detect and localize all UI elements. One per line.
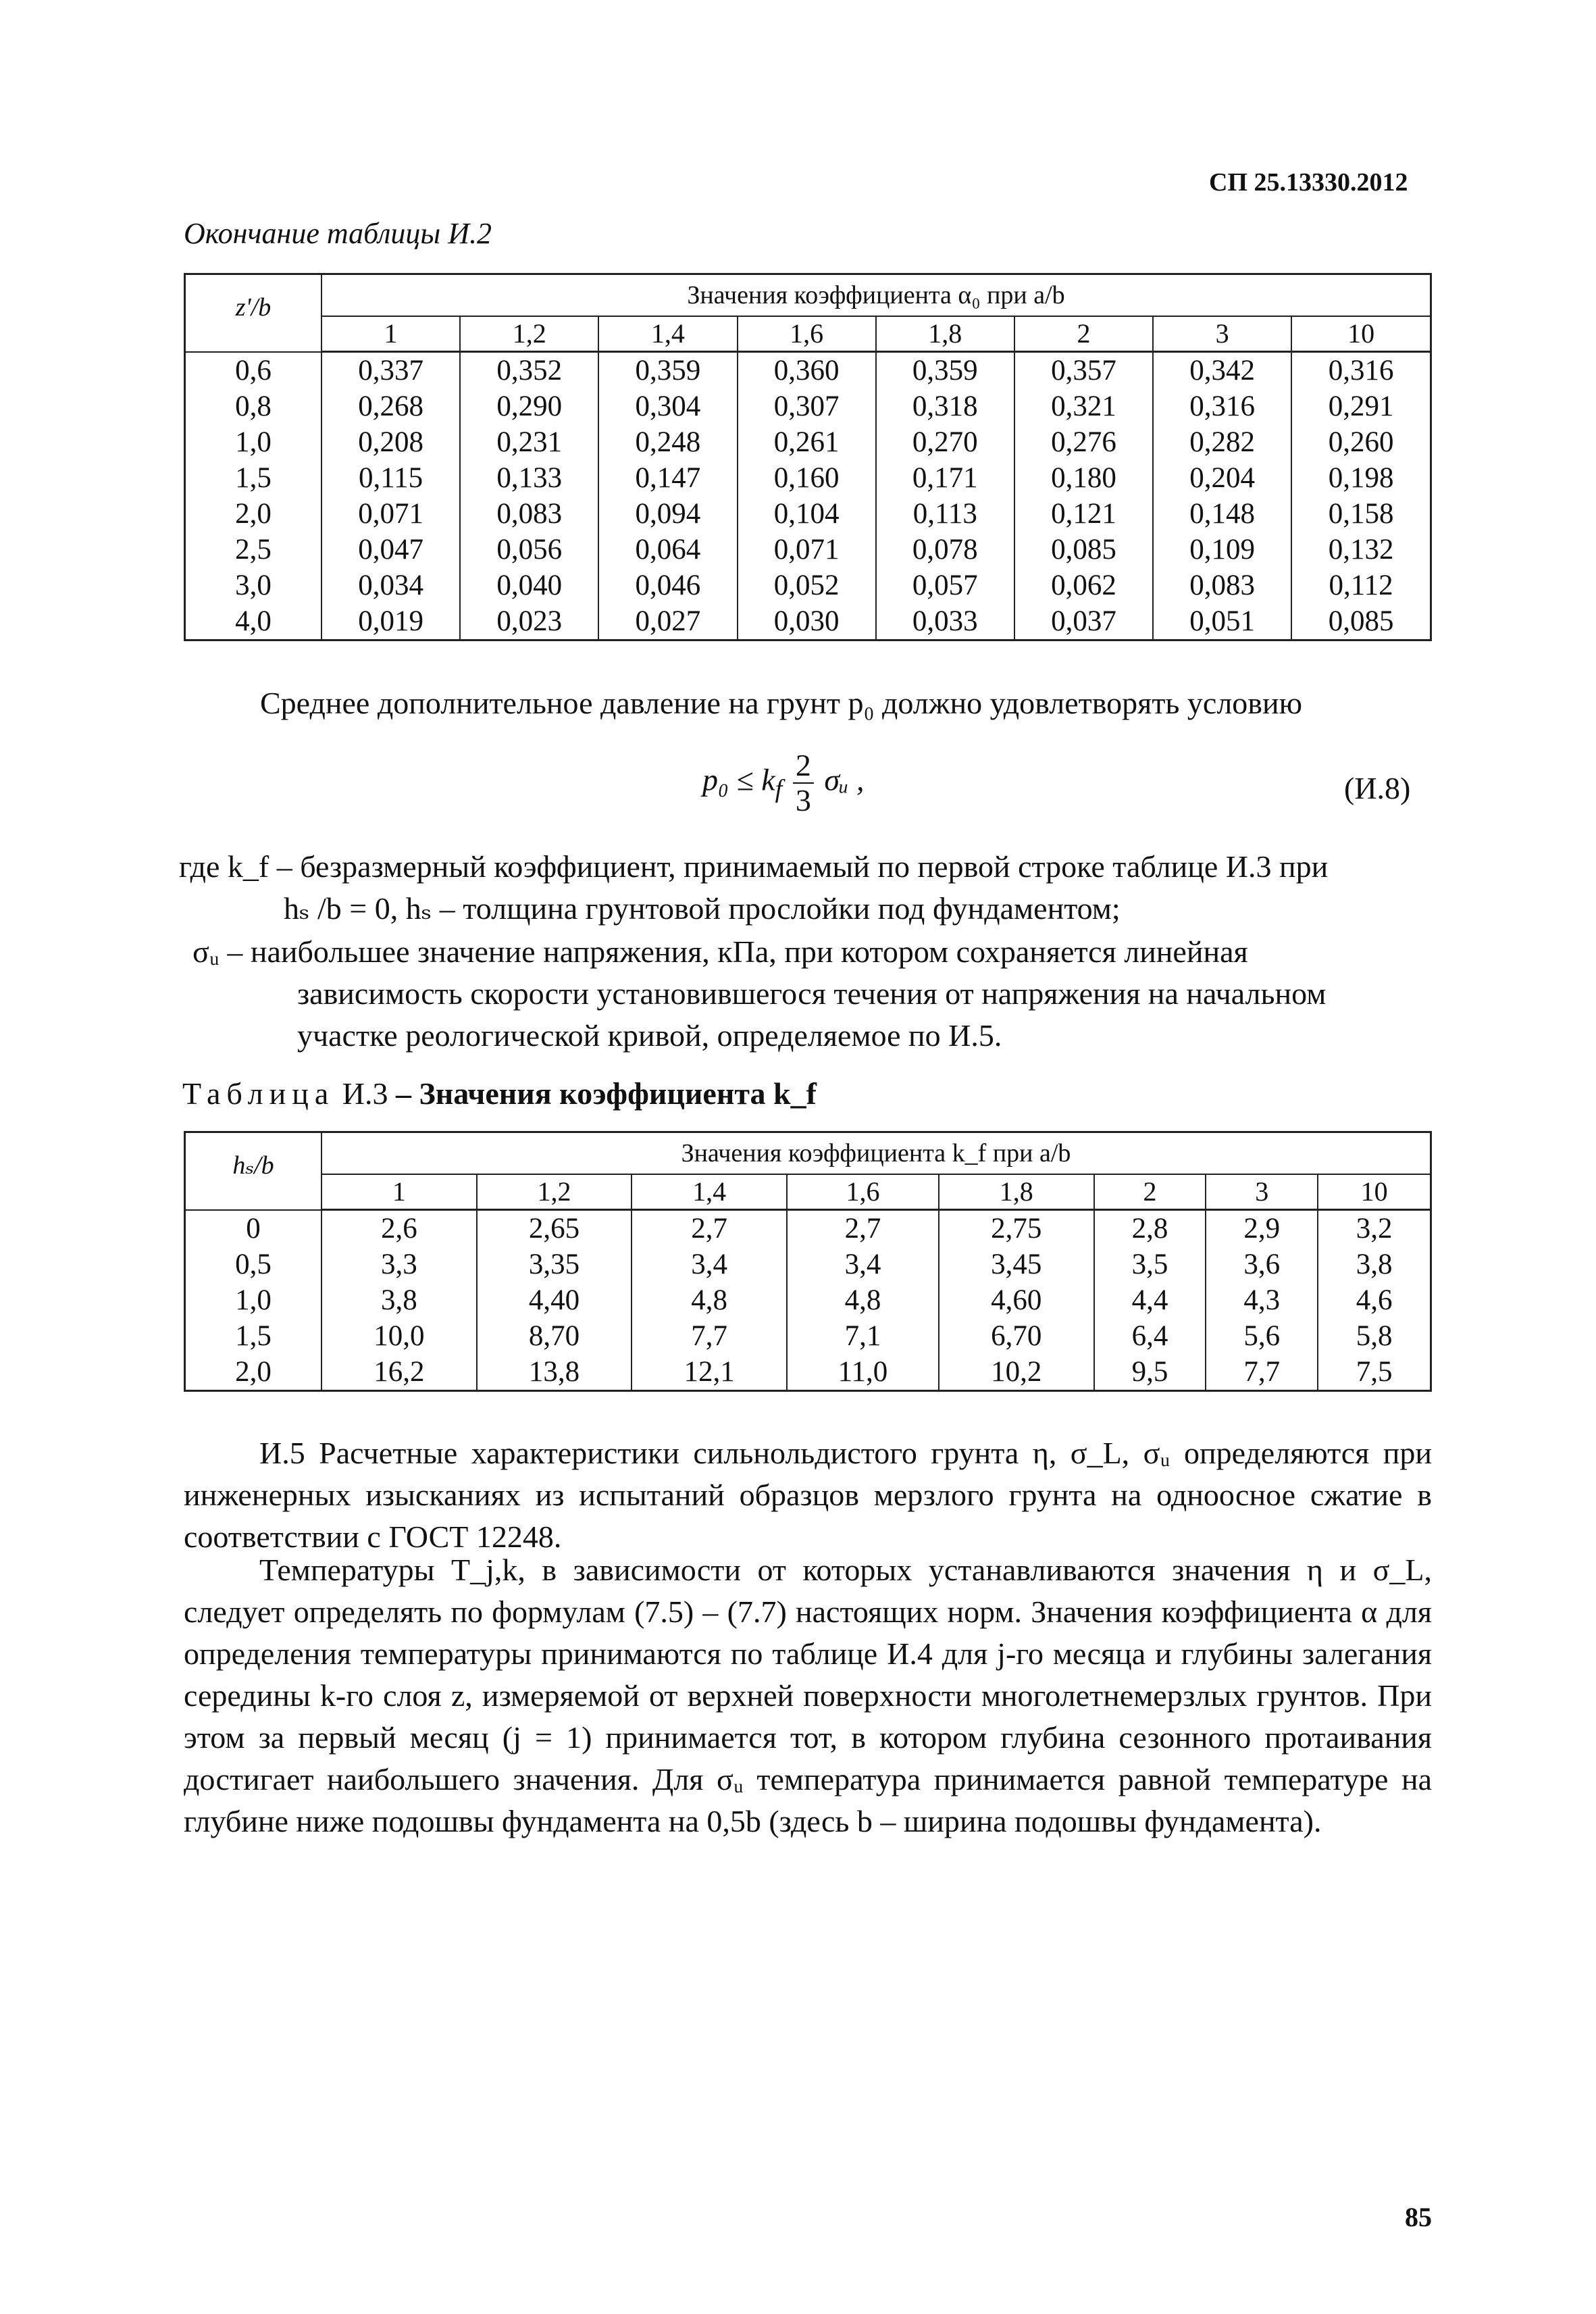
value-cell: 0,180 bbox=[1014, 460, 1153, 496]
value-cell: 4,60 bbox=[939, 1282, 1094, 1318]
table-row bbox=[185, 568, 1431, 603]
t2-column-header: 1,2 bbox=[477, 1174, 632, 1210]
value-cell: 3,5 bbox=[1094, 1247, 1206, 1282]
value-cell: 0,109 bbox=[1153, 532, 1291, 568]
row-label-cell: 2,5 bbox=[185, 532, 322, 568]
value-cell: 0,037 bbox=[1014, 603, 1153, 640]
value-cell: 0,019 bbox=[321, 603, 460, 640]
table-row bbox=[185, 603, 1431, 640]
value-cell: 0,208 bbox=[321, 424, 460, 460]
formula-i8 bbox=[702, 749, 864, 818]
value-cell: 0,171 bbox=[876, 460, 1014, 496]
value-cell: 2,6 bbox=[321, 1210, 477, 1247]
t2-column-header: 2 bbox=[1094, 1174, 1206, 1210]
value-cell: 3,3 bbox=[321, 1247, 477, 1282]
value-cell: 11,0 bbox=[787, 1354, 939, 1391]
where-su-line2: зависимость скорости установившегося течения от напряжения на начальном bbox=[297, 976, 1327, 1011]
value-cell: 16,2 bbox=[321, 1354, 477, 1391]
row-label-cell: 1,0 bbox=[185, 424, 322, 460]
t1-column-header: 1,6 bbox=[738, 316, 876, 352]
section-i5-paragraph: И.5 Расчетные характеристики сильнольдистого грунта η, σ_L, σᵤ определяются при инженерных изысканиях из испытаний образцов мерзлого грунта на одноосное сжатие в соответствии с ГОСТ 12248. bbox=[184, 1436, 1432, 1554]
value-cell: 0,034 bbox=[321, 568, 460, 603]
table-row bbox=[185, 424, 1431, 460]
value-cell: 0,260 bbox=[1291, 424, 1431, 460]
value-cell: 3,4 bbox=[632, 1247, 787, 1282]
value-cell: 0,158 bbox=[1291, 496, 1431, 532]
table-row bbox=[185, 1318, 1431, 1354]
t1-column-header: 2 bbox=[1014, 316, 1153, 352]
table-row bbox=[185, 1354, 1431, 1391]
value-cell: 4,6 bbox=[1318, 1282, 1431, 1318]
row-label-cell: 2,0 bbox=[185, 1354, 322, 1391]
row-label-cell: 0,8 bbox=[185, 388, 322, 424]
value-cell: 0,113 bbox=[876, 496, 1014, 532]
t1-column-header: 1,2 bbox=[460, 316, 598, 352]
value-cell: 2,8 bbox=[1094, 1210, 1206, 1247]
value-cell: 6,4 bbox=[1094, 1318, 1206, 1354]
value-cell: 0,057 bbox=[876, 568, 1014, 603]
value-cell: 0,121 bbox=[1014, 496, 1153, 532]
row-label-cell: 4,0 bbox=[185, 603, 322, 640]
value-cell: 6,70 bbox=[939, 1318, 1094, 1354]
table2-row-header: hₛ/b bbox=[185, 1132, 322, 1210]
value-cell: 7,5 bbox=[1318, 1354, 1431, 1391]
value-cell: 0,359 bbox=[876, 352, 1014, 389]
value-cell: 7,7 bbox=[1206, 1354, 1318, 1391]
temperature-paragraph: Температуры T_j,k, в зависимости от которых устанавливаются значения η и σ_L, следует определять по формулам (7.5) – (7.7) настоящих норм. Значения коэффициента α для определения температуры принимаются по таблице И.4 для j-го месяца и глубины залегания середины k-го слоя z, измеряемой от верхней поверхности многолетнемерзлых грунтов. При этом за первый месяц (j = 1) принимается тот, в котором глубина сезонного протаивания достигает наибольшего значения. Для σᵤ температура принимается равной температуре на глубине ниже подошвы фундамента на 0,5b (здесь b – ширина подошвы фундамента). bbox=[184, 1553, 1432, 1838]
row-label-cell: 2,0 bbox=[185, 496, 322, 532]
table-alpha0 bbox=[184, 273, 1432, 641]
value-cell: 3,8 bbox=[321, 1282, 477, 1318]
where-su-line3: участке реологической кривой, определяемое по И.5. bbox=[297, 1018, 1002, 1053]
value-cell: 0,357 bbox=[1014, 352, 1153, 389]
value-cell: 0,318 bbox=[876, 388, 1014, 424]
value-cell: 5,8 bbox=[1318, 1318, 1431, 1354]
value-cell: 0,104 bbox=[738, 496, 876, 532]
t2-column-header: 1,4 bbox=[632, 1174, 787, 1210]
value-cell: 4,40 bbox=[477, 1282, 632, 1318]
value-cell: 0,290 bbox=[460, 388, 598, 424]
t2-column-header: 10 bbox=[1318, 1174, 1431, 1210]
value-cell: 0,204 bbox=[1153, 460, 1291, 496]
value-cell: 2,9 bbox=[1206, 1210, 1318, 1247]
value-cell: 0,062 bbox=[1014, 568, 1153, 603]
where-kf-line1: где k_f – безразмерный коэффициент, принимаемый по первой строке таблице И.3 при bbox=[179, 849, 1329, 884]
value-cell: 3,8 bbox=[1318, 1247, 1431, 1282]
value-cell: 0,030 bbox=[738, 603, 876, 640]
value-cell: 0,132 bbox=[1291, 532, 1431, 568]
value-cell: 4,8 bbox=[787, 1282, 939, 1318]
document-code: СП 25.13330.2012 bbox=[1209, 168, 1408, 197]
value-cell: 0,282 bbox=[1153, 424, 1291, 460]
table1-caption: Окончание таблицы И.2 bbox=[184, 217, 492, 250]
value-cell: 0,198 bbox=[1291, 460, 1431, 496]
value-cell: 0,231 bbox=[460, 424, 598, 460]
fraction-numerator: 2 bbox=[793, 749, 814, 784]
row-label-cell: 0 bbox=[185, 1210, 322, 1247]
value-cell: 0,337 bbox=[321, 352, 460, 389]
value-cell: 3,35 bbox=[477, 1247, 632, 1282]
value-cell: 0,261 bbox=[738, 424, 876, 460]
row-label-cell: 1,5 bbox=[185, 460, 322, 496]
value-cell: 0,291 bbox=[1291, 388, 1431, 424]
value-cell: 0,160 bbox=[738, 460, 876, 496]
row-label-cell: 0,6 bbox=[185, 352, 322, 389]
formula-left: p₀ ≤ k bbox=[702, 762, 775, 797]
value-cell: 0,304 bbox=[598, 388, 737, 424]
table1-row-header: z'/b bbox=[185, 274, 322, 352]
value-cell: 4,4 bbox=[1094, 1282, 1206, 1318]
value-cell: 0,046 bbox=[598, 568, 737, 603]
table2-caption bbox=[182, 1076, 817, 1111]
value-cell: 0,316 bbox=[1291, 352, 1431, 389]
value-cell: 0,133 bbox=[460, 460, 598, 496]
t2-column-header: 1 bbox=[321, 1174, 477, 1210]
value-cell: 10,0 bbox=[321, 1318, 477, 1354]
value-cell: 0,321 bbox=[1014, 388, 1153, 424]
formula-number: (И.8) bbox=[1344, 771, 1411, 805]
value-cell: 0,316 bbox=[1153, 388, 1291, 424]
value-cell: 0,112 bbox=[1291, 568, 1431, 603]
value-cell: 0,352 bbox=[460, 352, 598, 389]
table-row bbox=[185, 352, 1431, 389]
value-cell: 5,6 bbox=[1206, 1318, 1318, 1354]
page-number: 85 bbox=[1405, 2202, 1432, 2232]
value-cell: 0,040 bbox=[460, 568, 598, 603]
table-row bbox=[185, 388, 1431, 424]
table2-caption-prefix: Таблица bbox=[182, 1076, 335, 1111]
value-cell: 0,064 bbox=[598, 532, 737, 568]
value-cell: 0,147 bbox=[598, 460, 737, 496]
table2-group-header: Значения коэффициента k_f при a/b bbox=[321, 1132, 1431, 1175]
value-cell: 0,083 bbox=[460, 496, 598, 532]
value-cell: 0,094 bbox=[598, 496, 737, 532]
value-cell: 0,071 bbox=[738, 532, 876, 568]
value-cell: 7,7 bbox=[632, 1318, 787, 1354]
value-cell: 0,052 bbox=[738, 568, 876, 603]
row-label-cell: 0,5 bbox=[185, 1247, 322, 1282]
t2-column-header: 3 bbox=[1206, 1174, 1318, 1210]
table-row bbox=[185, 1210, 1431, 1247]
value-cell: 3,4 bbox=[787, 1247, 939, 1282]
t1-column-header: 10 bbox=[1291, 316, 1431, 352]
value-cell: 0,047 bbox=[321, 532, 460, 568]
value-cell: 0,248 bbox=[598, 424, 737, 460]
value-cell: 0,085 bbox=[1014, 532, 1153, 568]
value-cell: 0,270 bbox=[876, 424, 1014, 460]
value-cell: 10,2 bbox=[939, 1354, 1094, 1391]
value-cell: 8,70 bbox=[477, 1318, 632, 1354]
value-cell: 13,8 bbox=[477, 1354, 632, 1391]
value-cell: 0,085 bbox=[1291, 603, 1431, 640]
value-cell: 0,115 bbox=[321, 460, 460, 496]
value-cell: 2,7 bbox=[632, 1210, 787, 1247]
value-cell: 3,2 bbox=[1318, 1210, 1431, 1247]
value-cell: 2,75 bbox=[939, 1210, 1094, 1247]
value-cell: 0,033 bbox=[876, 603, 1014, 640]
table-row bbox=[185, 1247, 1431, 1282]
where-kf-line2: hₛ /b = 0, hₛ – толщина грунтовой прослойки под фундаментом; bbox=[284, 891, 1121, 926]
fraction-denominator: 3 bbox=[795, 783, 811, 818]
value-cell: 0,083 bbox=[1153, 568, 1291, 603]
t1-column-header: 1 bbox=[321, 316, 460, 352]
value-cell: 0,078 bbox=[876, 532, 1014, 568]
where-su-line1: σᵤ – наибольшее значение напряжения, кПа, при котором сохраняется линейная bbox=[192, 934, 1248, 969]
value-cell: 0,360 bbox=[738, 352, 876, 389]
value-cell: 0,148 bbox=[1153, 496, 1291, 532]
value-cell: 3,6 bbox=[1206, 1247, 1318, 1282]
value-cell: 0,071 bbox=[321, 496, 460, 532]
value-cell: 4,3 bbox=[1206, 1282, 1318, 1318]
t2-column-header: 1,6 bbox=[787, 1174, 939, 1210]
formula-right: σᵤ , bbox=[824, 762, 865, 797]
value-cell: 0,027 bbox=[598, 603, 737, 640]
t2-column-header: 1,8 bbox=[939, 1174, 1094, 1210]
t1-column-header: 1,8 bbox=[876, 316, 1014, 352]
value-cell: 12,1 bbox=[632, 1354, 787, 1391]
value-cell: 0,023 bbox=[460, 603, 598, 640]
table2-caption-title: – Значения коэффициента k_f bbox=[395, 1076, 817, 1111]
value-cell: 0,268 bbox=[321, 388, 460, 424]
value-cell: 3,45 bbox=[939, 1247, 1094, 1282]
table2-caption-number: И.3 bbox=[342, 1076, 388, 1111]
value-cell: 2,7 bbox=[787, 1210, 939, 1247]
value-cell: 0,307 bbox=[738, 388, 876, 424]
row-label-cell: 3,0 bbox=[185, 568, 322, 603]
value-cell: 0,051 bbox=[1153, 603, 1291, 640]
row-label-cell: 1,5 bbox=[185, 1318, 322, 1354]
table-row bbox=[185, 532, 1431, 568]
t1-column-header: 1,4 bbox=[598, 316, 737, 352]
row-label-cell: 1,0 bbox=[185, 1282, 322, 1318]
fraction bbox=[793, 749, 814, 818]
value-cell: 4,8 bbox=[632, 1282, 787, 1318]
value-cell: 0,056 bbox=[460, 532, 598, 568]
value-cell: 0,276 bbox=[1014, 424, 1153, 460]
where-sigma-u bbox=[192, 931, 1432, 1057]
value-cell: 2,65 bbox=[477, 1210, 632, 1247]
table1-group-header: Значения коэффициента α₀ при a/b bbox=[321, 274, 1431, 317]
value-cell: 0,359 bbox=[598, 352, 737, 389]
table-kf bbox=[184, 1131, 1432, 1392]
t1-column-header: 3 bbox=[1153, 316, 1291, 352]
table-row bbox=[185, 496, 1431, 532]
mean-pressure-text: Среднее дополнительное давление на грунт p₀ должно удовлетворять условию bbox=[260, 686, 1302, 720]
value-cell: 7,1 bbox=[787, 1318, 939, 1354]
table-row bbox=[185, 1282, 1431, 1318]
formula-sub: f bbox=[775, 774, 783, 803]
where-kf bbox=[179, 846, 1432, 930]
value-cell: 9,5 bbox=[1094, 1354, 1206, 1391]
value-cell: 0,342 bbox=[1153, 352, 1291, 389]
table-row bbox=[185, 460, 1431, 496]
